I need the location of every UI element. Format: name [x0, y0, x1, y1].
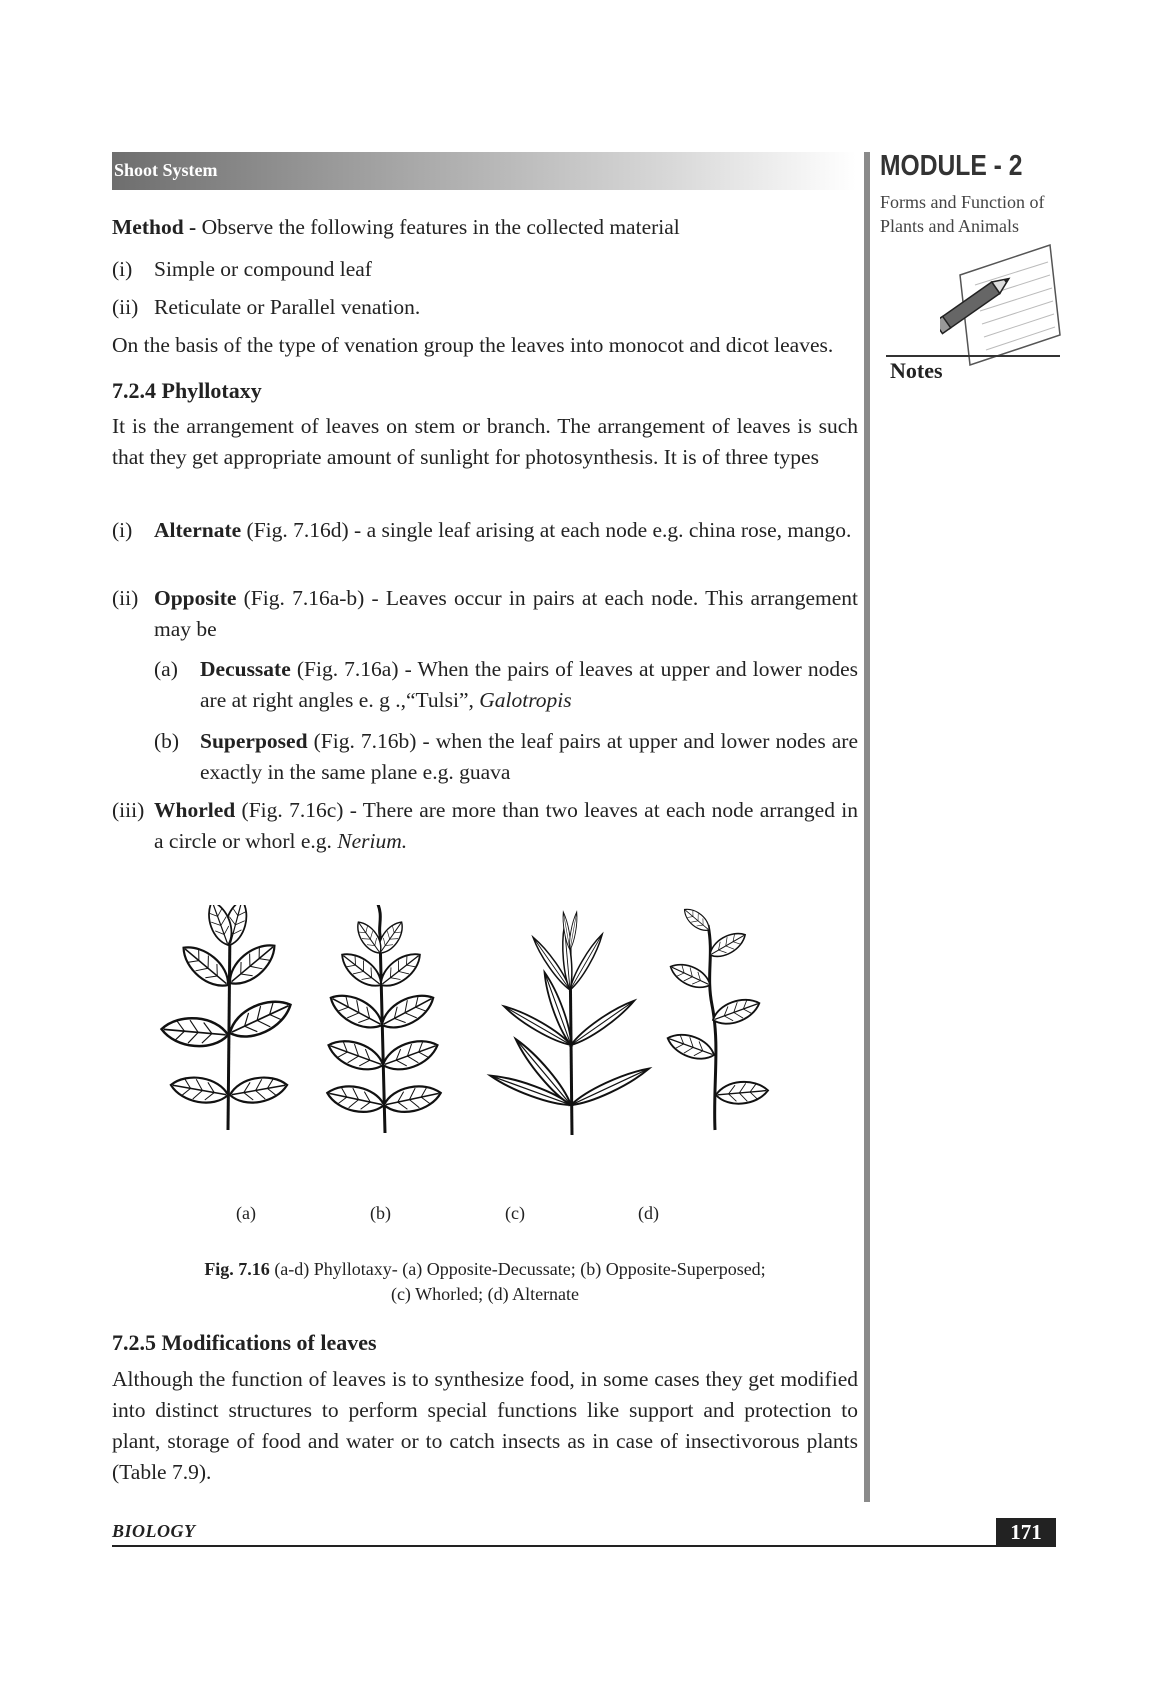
decussate-desc: (Fig. 7.16a) - When the pairs of leaves at upper and lower nodes are at right angles e. g .,“Tulsi”, — [200, 657, 858, 712]
notes-pencil-icon — [940, 240, 1070, 370]
module-title: MODULE - 2 — [880, 150, 1023, 182]
caption-line-2: (c) Whorled; (d) Alternate — [390, 1284, 580, 1304]
list-text: Reticulate or Parallel venation. — [154, 295, 421, 319]
whorled-desc: (Fig. 7.16c) - There are more than two leaves at each node arranged in a circle or whorl e.g. — [154, 798, 858, 853]
superposed-desc: (Fig. 7.16b) - when the leaf pairs at upper and lower nodes are exactly in the same plane e.g. guava — [200, 729, 858, 784]
list-text — [200, 654, 858, 716]
footer-subject: BIOLOGY — [112, 1521, 196, 1541]
list-number: (i) — [112, 257, 133, 281]
margin-divider — [864, 152, 870, 1502]
figure-label-c: (c) — [505, 1203, 525, 1223]
figure-label-a: (a) — [236, 1203, 256, 1223]
caption-line-1 — [112, 1257, 858, 1282]
figure-caption — [112, 1257, 858, 1307]
footer-rule — [112, 1545, 1056, 1547]
section-header-band — [112, 152, 856, 190]
notes-rule — [886, 355, 1060, 357]
caption-fig-number: Fig. 7.16 — [204, 1259, 270, 1279]
term-superposed: Superposed — [200, 729, 308, 753]
list-item — [112, 254, 858, 285]
list-number: (ii) — [112, 295, 139, 319]
alternate-item — [112, 515, 858, 577]
section-title: Shoot System — [114, 160, 218, 180]
list-number: (iii) — [112, 798, 145, 822]
opposite-item — [112, 583, 858, 645]
modifications-paragraph: Although the function of leaves is to synthesize food, in some cases they get modified into distinct structures to perform special functions like support and protection to plant, storage of food and water or to catch insects as in case of insectivorous plants (Table 7.9). — [112, 1367, 858, 1484]
module-subtitle-line-1: Forms and Function of — [880, 192, 1045, 212]
page-number: 171 — [996, 1518, 1056, 1546]
decussate-example: Galotropis — [479, 688, 572, 712]
superposed-item — [154, 726, 858, 788]
figure-label-d: (d) — [638, 1203, 659, 1223]
notes-label: Notes — [890, 358, 943, 383]
method-paragraph — [112, 212, 858, 243]
opposite-desc: (Fig. 7.16a-b) - Leaves occur in pairs at each node. This arrangement may be — [154, 586, 858, 641]
list-text — [154, 515, 858, 546]
figure-a-decussate — [160, 905, 296, 1130]
term-alternate: Alternate — [154, 518, 242, 542]
module-subtitle — [880, 190, 1045, 238]
caption-text-1: (a-d) Phyllotaxy- (a) Opposite-Decussate; (b) Opposite-Superposed; — [269, 1259, 766, 1279]
list-text — [200, 726, 858, 788]
phyllotaxy-heading: 7.2.4 Phyllotaxy — [112, 378, 262, 403]
list-text: Simple or compound leaf — [154, 257, 372, 281]
figure-b-superposed — [324, 905, 443, 1133]
module-subtitle-line-2: Plants and Animals — [880, 216, 1019, 236]
figure-d-alternate — [664, 905, 769, 1130]
term-whorled: Whorled — [154, 798, 236, 822]
list-number: (ii) — [112, 586, 139, 610]
decussate-item — [154, 654, 858, 716]
basis-paragraph: On the basis of the type of venation group the leaves into monocot and dicot leaves. — [112, 333, 834, 357]
alternate-desc: (Fig. 7.16d) - a single leaf arising at each node e.g. china rose, mango. — [241, 518, 852, 542]
list-text — [154, 583, 858, 645]
modifications-heading: 7.2.5 Modifications of leaves — [112, 1330, 377, 1355]
list-number: (a) — [154, 657, 178, 681]
method-label: Method - — [112, 215, 197, 239]
term-opposite: Opposite — [154, 586, 237, 610]
list-number: (i) — [112, 518, 133, 542]
list-item — [112, 292, 858, 323]
list-number: (b) — [154, 729, 180, 753]
whorled-item — [112, 795, 858, 857]
list-text — [154, 795, 858, 857]
figure-label-b: (b) — [370, 1203, 391, 1223]
phyllotaxy-figure — [140, 905, 860, 1145]
figure-c-whorled — [488, 911, 651, 1135]
method-text: Observe the following features in the collected material — [196, 215, 680, 239]
term-decussate: Decussate — [200, 657, 291, 681]
whorled-example: Nerium. — [337, 829, 408, 853]
phyllotaxy-intro: It is the arrangement of leaves on stem or branch. The arrangement of leaves is such that they get appropriate amount of sunlight for photosynthesis. It is of three types — [112, 414, 858, 469]
